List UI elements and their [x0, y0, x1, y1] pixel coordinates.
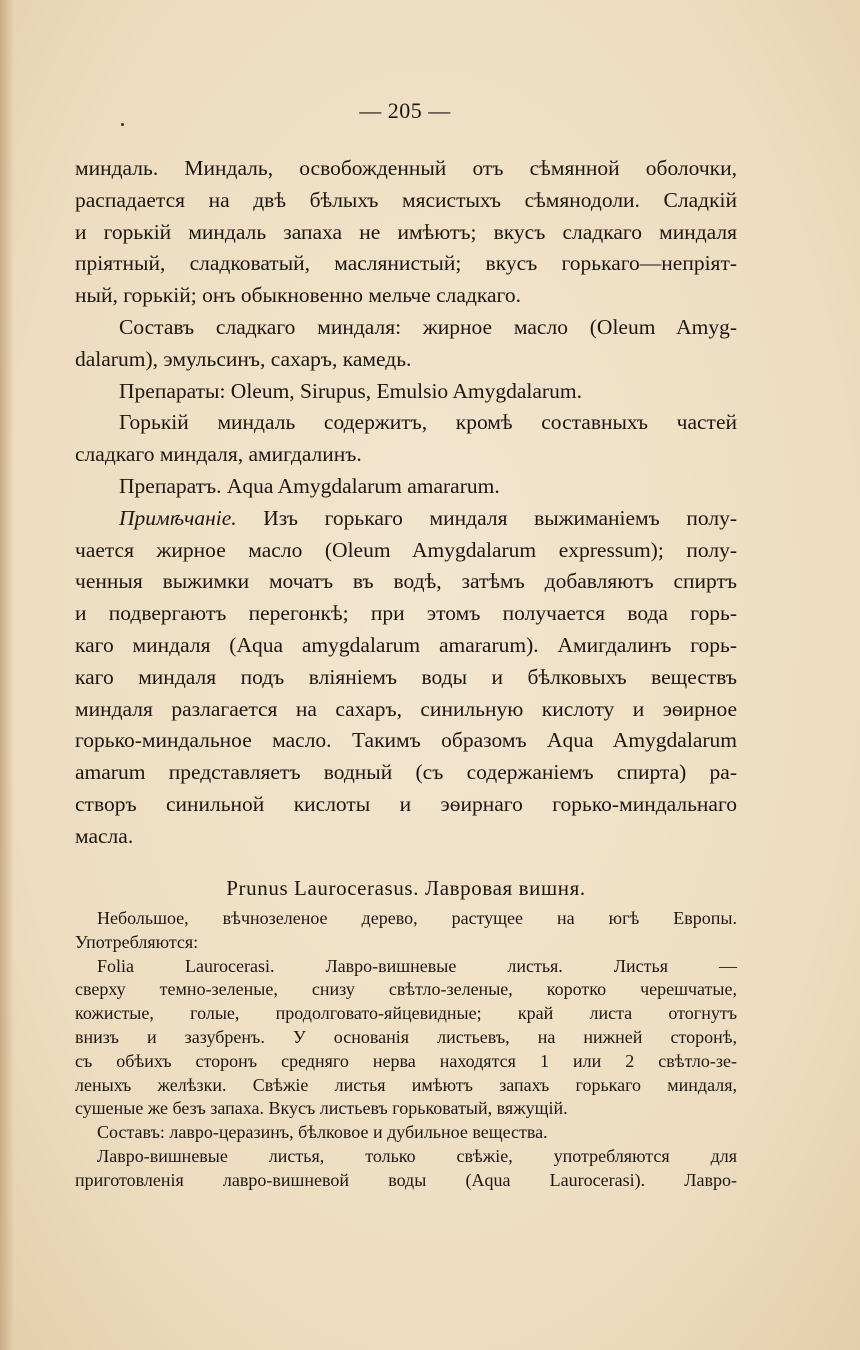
text-line: ный, горькій; онъ обыкновенно мельче сладкаго. [75, 283, 521, 308]
note-lead: Примѣчаніе. [119, 505, 237, 530]
text-line: приготовленія лавро-вишневой воды (Aqua Laurocerasi). Лавро- [75, 1169, 737, 1190]
text-line: съ обѣихъ сторонъ средняго нерва находятся 1 или 2 свѣтло-зе- [75, 1050, 737, 1071]
text-line: миндаля разлагается на сахаръ, синильную кислоту и эѳирное [75, 696, 737, 721]
text-line: горько-миндальное масло. Такимъ образомъ Aqua Amygdalarum [75, 728, 737, 753]
text-line: Составъ сладкаго миндаля: жирное масло (Oleum Amyg- [119, 314, 737, 339]
text-line: кожистые, голые, продолговато-яйцевидные; край листа отогнутъ [75, 1003, 737, 1024]
main-text-block [75, 153, 737, 853]
note-first-line [75, 503, 737, 535]
page-number: — 205 — [359, 98, 451, 123]
text-line: пріятный, сладковатый, маслянистый; вкусъ горькаго—непріят- [75, 251, 737, 276]
text-line: сушеные же безъ запаха. Вкусъ листьевъ горьковатый, вяжущій. [75, 1098, 568, 1119]
text-line: Препараты: Oleum, Sirupus, Emulsio Amygdalarum. [119, 378, 582, 403]
text-line: внизъ и зазубренъ. У основанія листьевъ, на нижней сторонѣ, [75, 1026, 737, 1047]
text-line: Употребляются: [75, 931, 199, 952]
text-line: каго миндаля подъ вліяніемъ воды и бѣлковыхъ веществъ [75, 664, 737, 689]
text-line: Лавро-вишневые листья, только свѣжіе, употребляются для [97, 1145, 737, 1166]
note-first-rest: Изъ горькаго миндаля выжиманіемъ полу- [236, 505, 737, 530]
text-line: и подвергаютъ перегонкѣ; при этомъ получается вода горь- [75, 601, 737, 626]
text-line: миндаль. Миндаль, освобожденный отъ сѣмянной оболочки, [75, 156, 737, 180]
text-line: Небольшое, вѣчнозеленое дерево, растущее на югѣ Европы. [97, 908, 737, 928]
text-line: распадается на двѣ бѣлыхъ мясистыхъ сѣмянодоли. Сладкій [75, 187, 737, 212]
text-line: ченныя выжимки мочатъ въ водѣ, затѣмъ добавляютъ спиртъ [75, 569, 737, 594]
text-line: леныхъ желѣзки. Свѣжіе листья имѣютъ запахъ горькаго миндаля, [75, 1074, 737, 1095]
text-line: dalarum), эмульсинъ, сахаръ, камедь. [75, 346, 412, 371]
text-line: сладкаго миндаля, амигдалинъ. [75, 442, 362, 467]
text-line: Препаратъ. Aqua Amygdalarum amararum. [119, 473, 500, 498]
text-line: Составъ: лавро-церазинъ, бѣлковое и дубильное вещества. [97, 1122, 548, 1143]
text-line: сверху темно-зеленые, снизу свѣтло-зеленые, коротко черешчатые, [75, 979, 737, 1000]
text-line: Folia Laurocerasi. Лавро-вишневые листья. Листья — [97, 955, 737, 976]
text-line: Горькій миндаль содержитъ, кромѣ составныхъ частей [119, 410, 737, 435]
text-line: и горькій миндаль запаха не имѣютъ; вкусъ сладкаго миндаля [75, 219, 737, 244]
small-text-block [75, 907, 737, 1193]
text-line: каго миндаля (Aqua amygdalarum amararum). Амигдалинъ горь- [75, 632, 737, 657]
text-line: amarum представляетъ водный (съ содержаніемъ спирта) ра- [75, 760, 737, 785]
text-line: чается жирное масло (Oleum Amygdalarum expressum); полу- [75, 537, 737, 562]
text-line: масла. [75, 823, 134, 848]
text-line: створъ синильной кислоты и эѳирнаго горько-миндальнаго [75, 791, 737, 816]
section-heading: Prunus Laurocerasus. Лавровая вишня. [226, 876, 586, 900]
page-edge-shadow [0, 0, 14, 1350]
